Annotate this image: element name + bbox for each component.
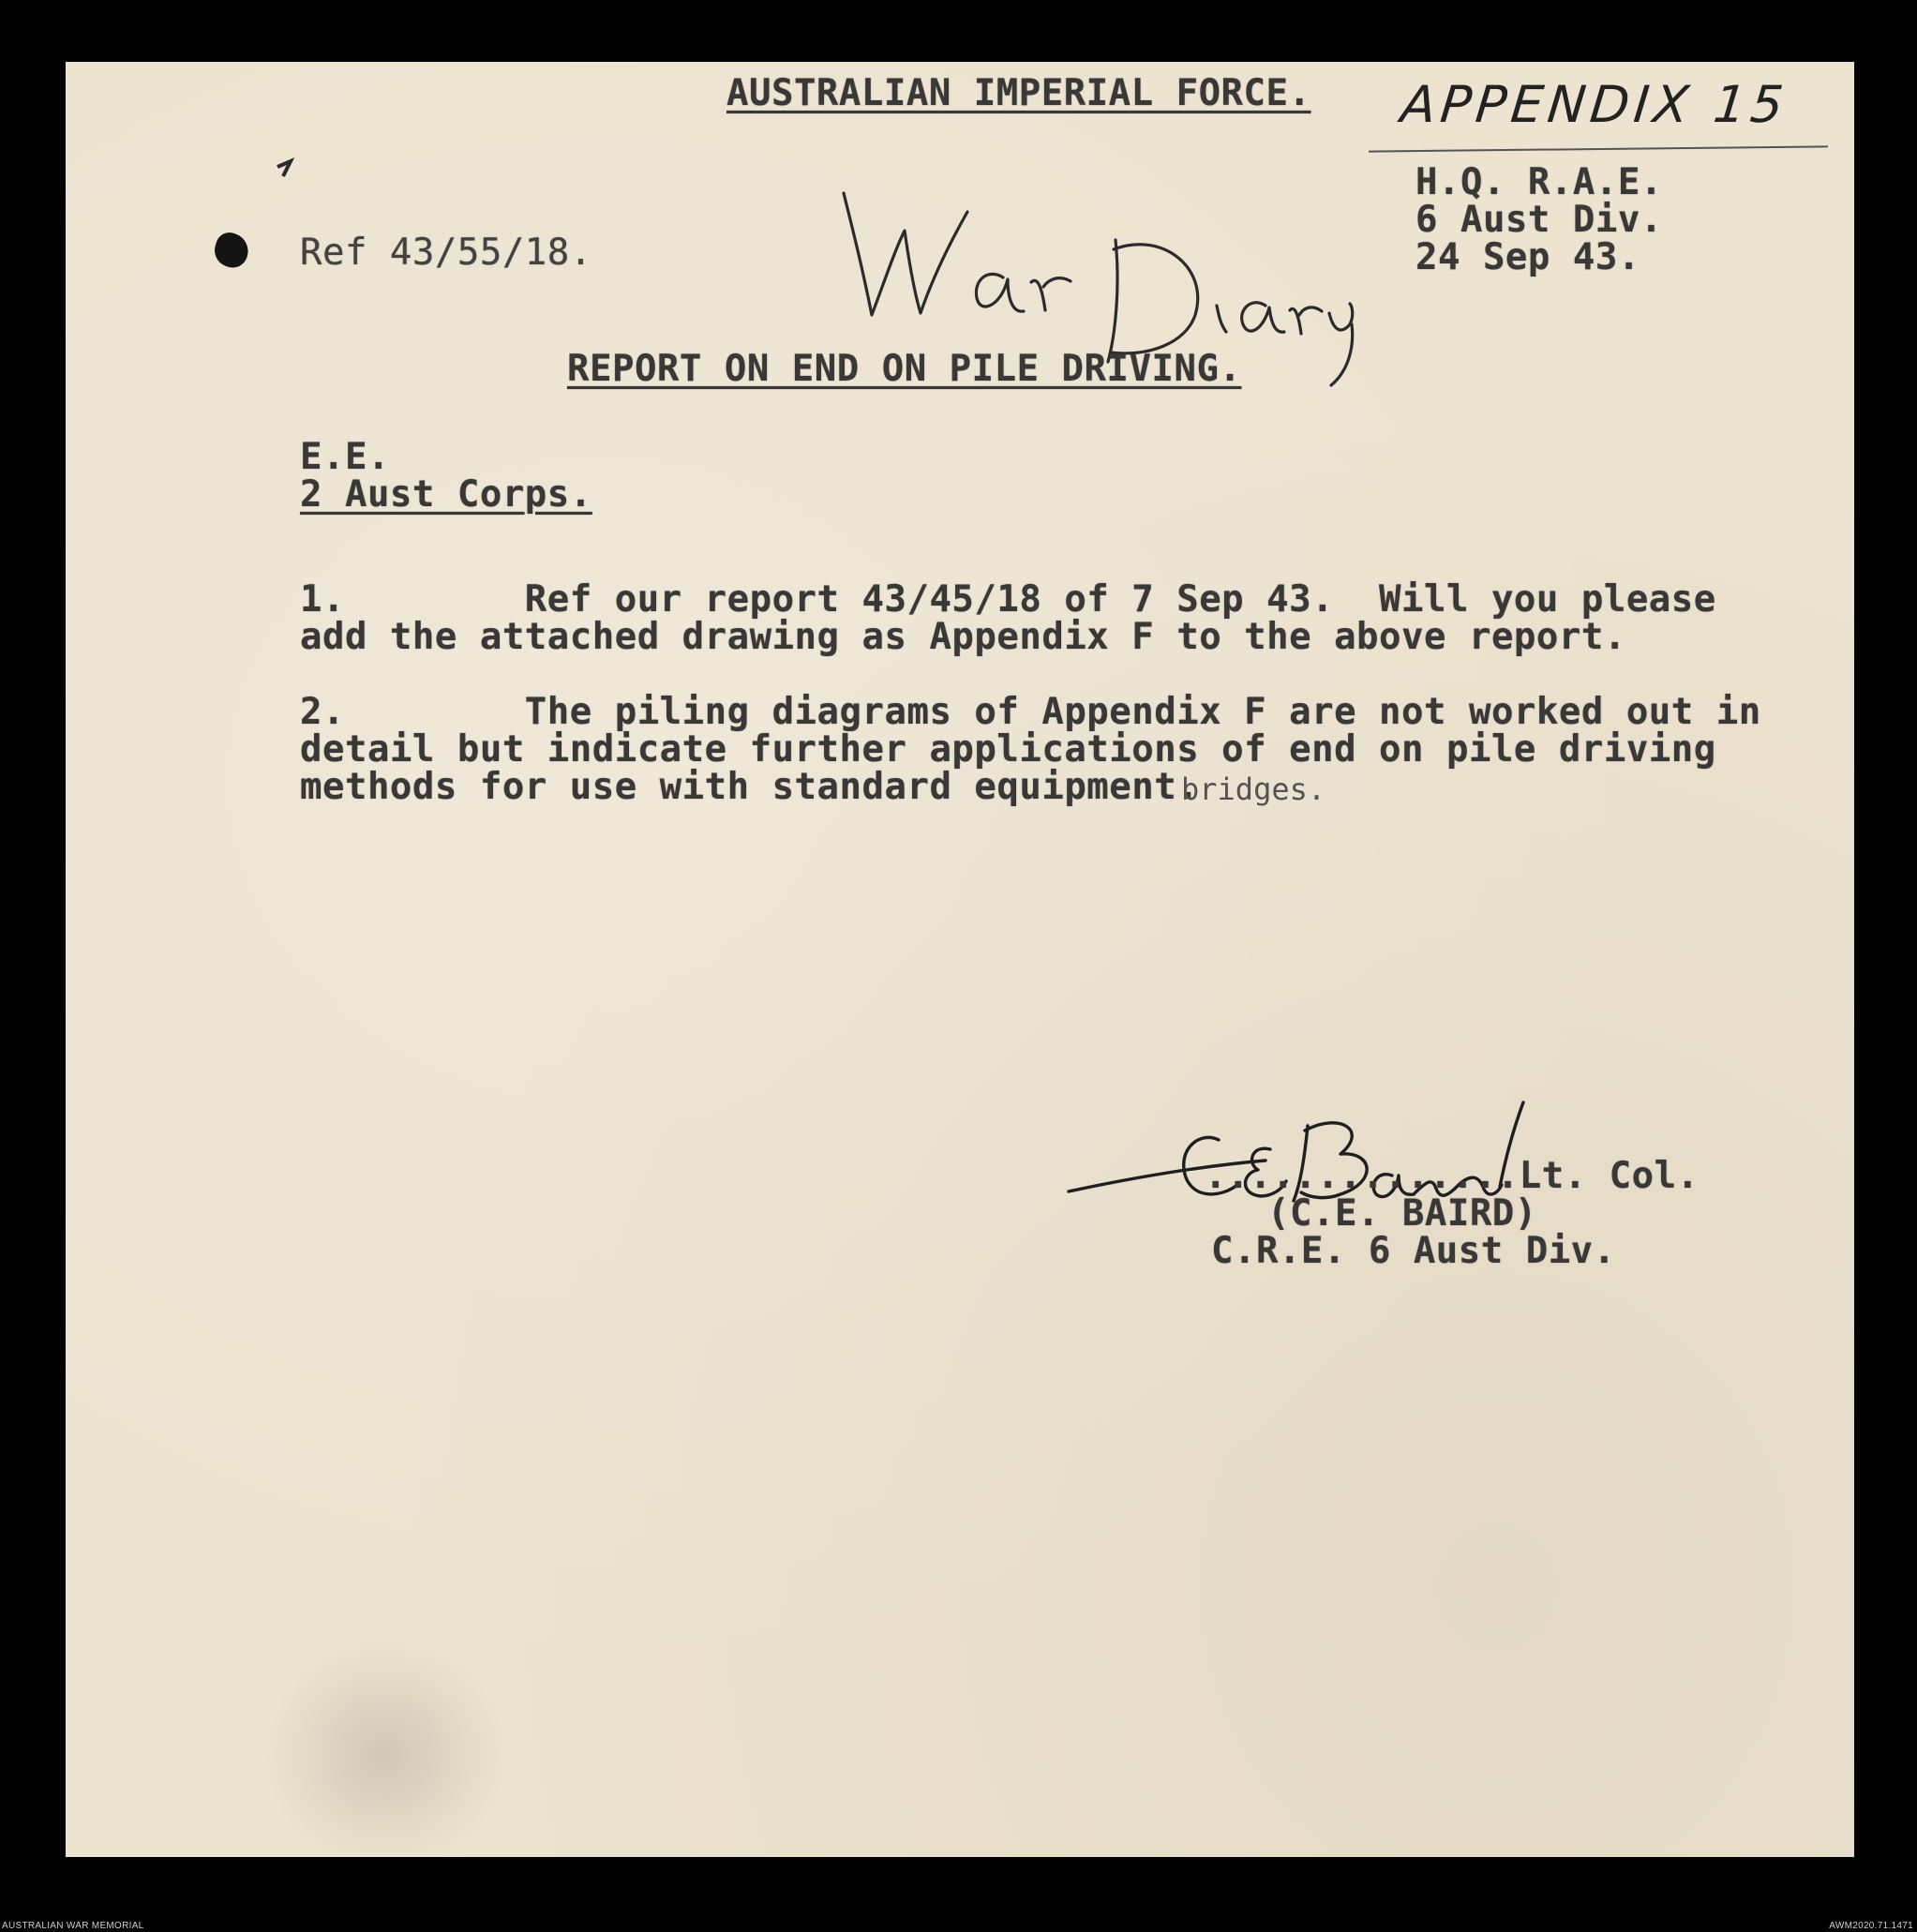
hq-line: 24 Sep 43. (1415, 236, 1640, 278)
hq-line: 6 Aust Div. (1415, 199, 1663, 241)
addressee-line: E.E. (300, 436, 390, 478)
ink-mark (274, 156, 302, 184)
footer-source: AUSTRALIAN WAR MEMORIAL (2, 1921, 144, 1931)
paragraph-2-line: 2. The piling diagrams of Appendix F are not worked out in (300, 691, 1761, 733)
appendix-label: APPENDIX 15 (1398, 75, 1791, 134)
addressee-line: 2 Aust Corps. (300, 473, 592, 516)
reference-number: Ref 43/55/18. (300, 232, 592, 274)
report-title: REPORT ON END ON PILE DRIVING. (567, 348, 1242, 390)
punch-hole (210, 229, 252, 271)
signature-line: ..............Lt. Col. (1205, 1155, 1700, 1197)
paragraph-1-line: add the attached drawing as Appendix F to the above report. (300, 616, 1626, 658)
signatory-title: C.R.E. 6 Aust Div. (1211, 1230, 1616, 1272)
signatory-name: (C.E. BAIRD) (1267, 1192, 1537, 1235)
appendix-underline (1369, 145, 1828, 152)
footer-catalogue-id: AWM2020.71.1471 (1829, 1921, 1913, 1931)
hq-line: H.Q. R.A.E. (1415, 161, 1663, 203)
paragraph-2-line: detail but indicate further applications of end on pile driving (300, 728, 1716, 771)
paragraph-2-addition: bridges. (1181, 771, 1326, 807)
force-title: AUSTRALIAN IMPERIAL FORCE. (726, 72, 1311, 114)
document-page (66, 62, 1854, 1857)
paragraph-1-line: 1. Ref our report 43/45/18 of 7 Sep 43. Will you please (300, 578, 1716, 621)
paper-smudge (262, 1637, 506, 1852)
paragraph-2-line: methods for use with standard equipment. (300, 766, 1200, 808)
